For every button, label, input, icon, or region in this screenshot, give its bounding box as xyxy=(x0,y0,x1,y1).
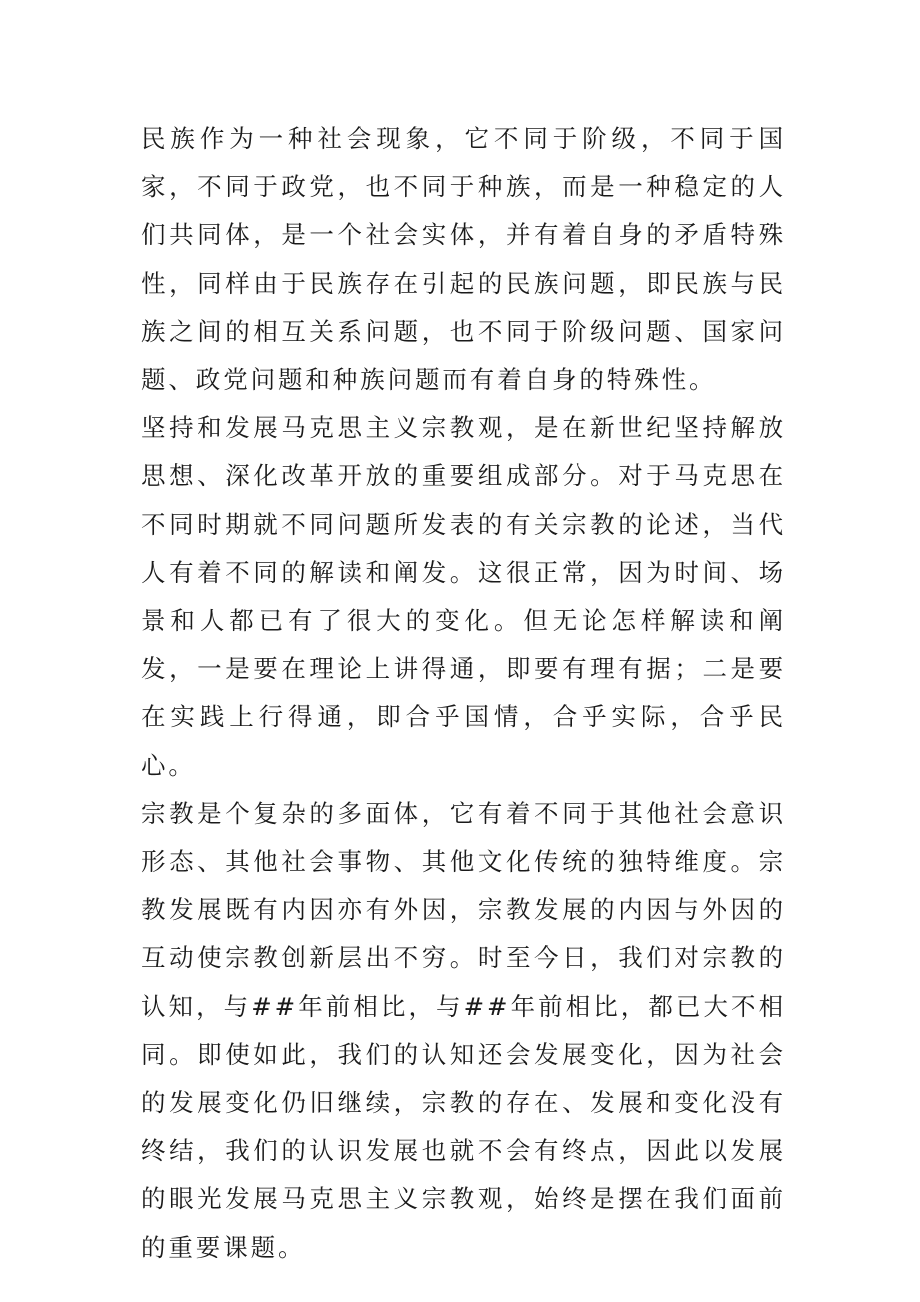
paragraph-nation: 民族作为一种社会现象，它不同于阶级，不同于国家，不同于政党，也不同于种族，而是一种稳定的人们共同体，是一个社会实体，并有着自身的矛盾特殊性，同样由于民族存在引起的民族问题，即民族与民族之间的相互关系问题，也不同于阶级问题、国家问题、政党问题和种族问题而有着自身的特殊性。 xyxy=(141,124,786,395)
paragraph-religion: 宗教是个复杂的多面体，它有着不同于其他社会意识形态、其他社会事物、其他文化传统的独特维度。宗教发展既有内因亦有外因，宗教发展的内因与外因的互动使宗教创新层出不穷。时至今日，我们对宗教的认知，与##年前相比，与##年前相比，都已大不相同。即使如此，我们的认知还会发展变化，因为社会的发展变化仍旧继续，宗教的存在、发展和变化没有终结，我们的认识发展也就不会有终点，因此以发展的眼光发展马克思主义宗教观，始终是摆在我们面前的重要课题。 xyxy=(141,798,786,1262)
paragraph-marxist-view: 坚持和发展马克思主义宗教观，是在新世纪坚持解放思想、深化改革开放的重要组成部分。对于马克思在不同时期就不同问题所发表的有关宗教的论述，当代人有着不同的解读和阐发。这很正常，因为时间、场景和人都已有了很大的变化。但无论怎样解读和阐发，一是要在理论上讲得通，即要有理有据；二是要在实践上行得通，即合乎国情，合乎实际，合乎民心。 xyxy=(141,413,786,780)
document-body xyxy=(141,115,786,1272)
